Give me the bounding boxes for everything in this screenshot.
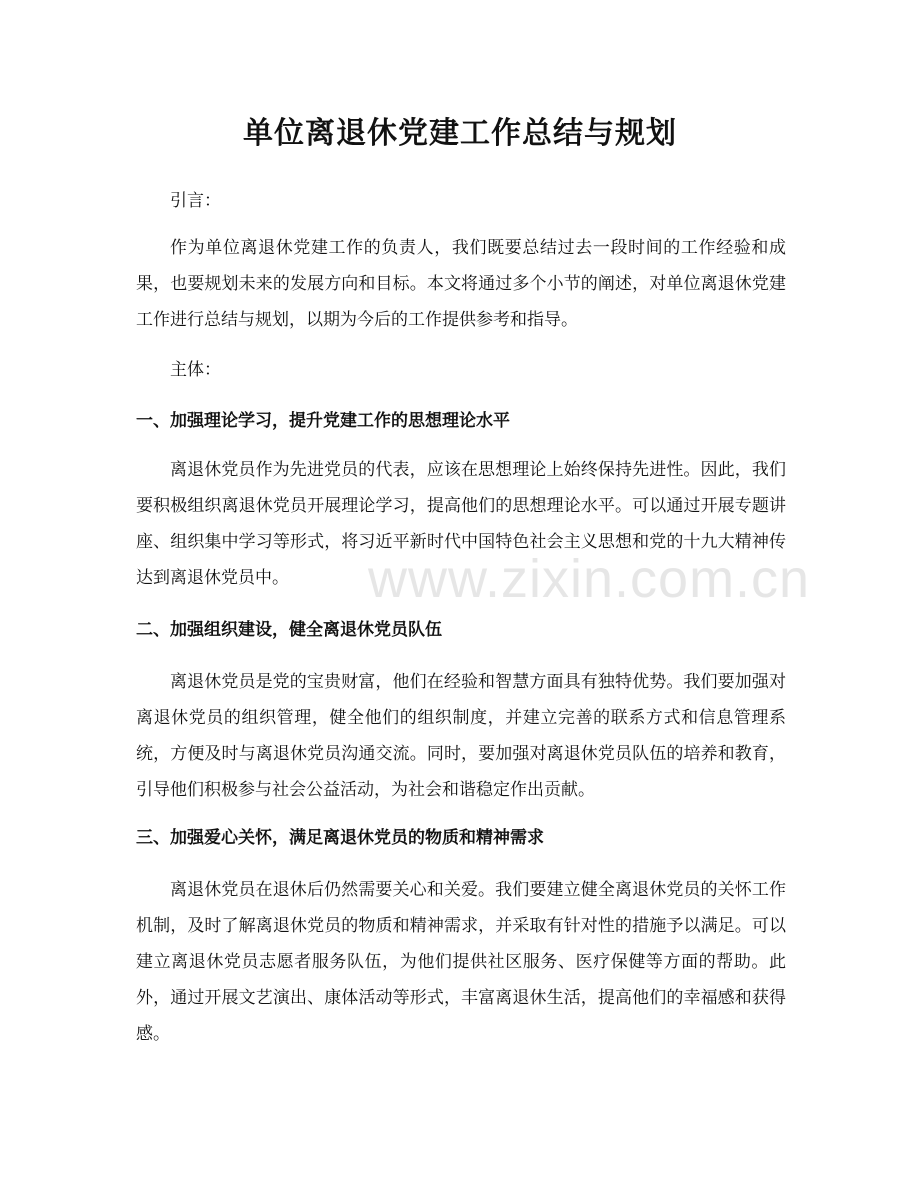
section-heading-1: 一、加强理论学习，提升党建工作的思想理论水平 bbox=[136, 411, 510, 431]
section-heading-2: 二、加强组织建设，健全离退休党员队伍 bbox=[136, 620, 442, 640]
section-paragraph-3: 离退休党员在退休后仍然需要关心和关爱。我们要建立健全离退休党员的关怀工作机制，及时了解离退休党员的物质和精神需求，并采取有针对性的措施予以满足。可以建立离退休党员志愿者服务队伍，为他们提供社区服务、医疗保健等方面的帮助。此外，通过开展文艺演出、康体活动等形式，丰富离退休生活，提高他们的幸福感和获得感。 bbox=[136, 880, 786, 1044]
section-paragraph-2: 离退休党员是党的宝贵财富，他们在经验和智慧方面具有独特优势。我们要加强对离退休党员的组织管理，健全他们的组织制度，并建立完善的联系方式和信息管理系统，方便及时与离退休党员沟通交流。同时，要加强对离退休党员队伍的培养和教育，引导他们积极参与社会公益活动，为社会和谐稳定作出贡献。 bbox=[136, 672, 786, 800]
intro-paragraph: 作为单位离退休党建工作的负责人，我们既要总结过去一段时间的工作经验和成果，也要规划未来的发展方向和目标。本文将通过多个小节的阐述，对单位离退休党建工作进行总结与规划，以期为今后的工作提供参考和指导。 bbox=[136, 238, 786, 330]
section-heading-3: 三、加强爱心关怀，满足离退休党员的物质和精神需求 bbox=[136, 828, 544, 848]
body-label: 主体： bbox=[170, 360, 221, 380]
section-paragraph-1: 离退休党员作为先进党员的代表，应该在思想理论上始终保持先进性。因此，我们要积极组织离退休党员开展理论学习，提高他们的思想理论水平。可以通过开展专题讲座、组织集中学习等形式，将习近平新时代中国特色社会主义思想和党的十九大精神传达到离退休党员中。 bbox=[136, 460, 786, 588]
document-title: 单位离退休党建工作总结与规划 bbox=[243, 116, 677, 151]
watermark: www.zixin.com.cn bbox=[368, 549, 811, 609]
intro-label: 引言： bbox=[170, 191, 221, 211]
